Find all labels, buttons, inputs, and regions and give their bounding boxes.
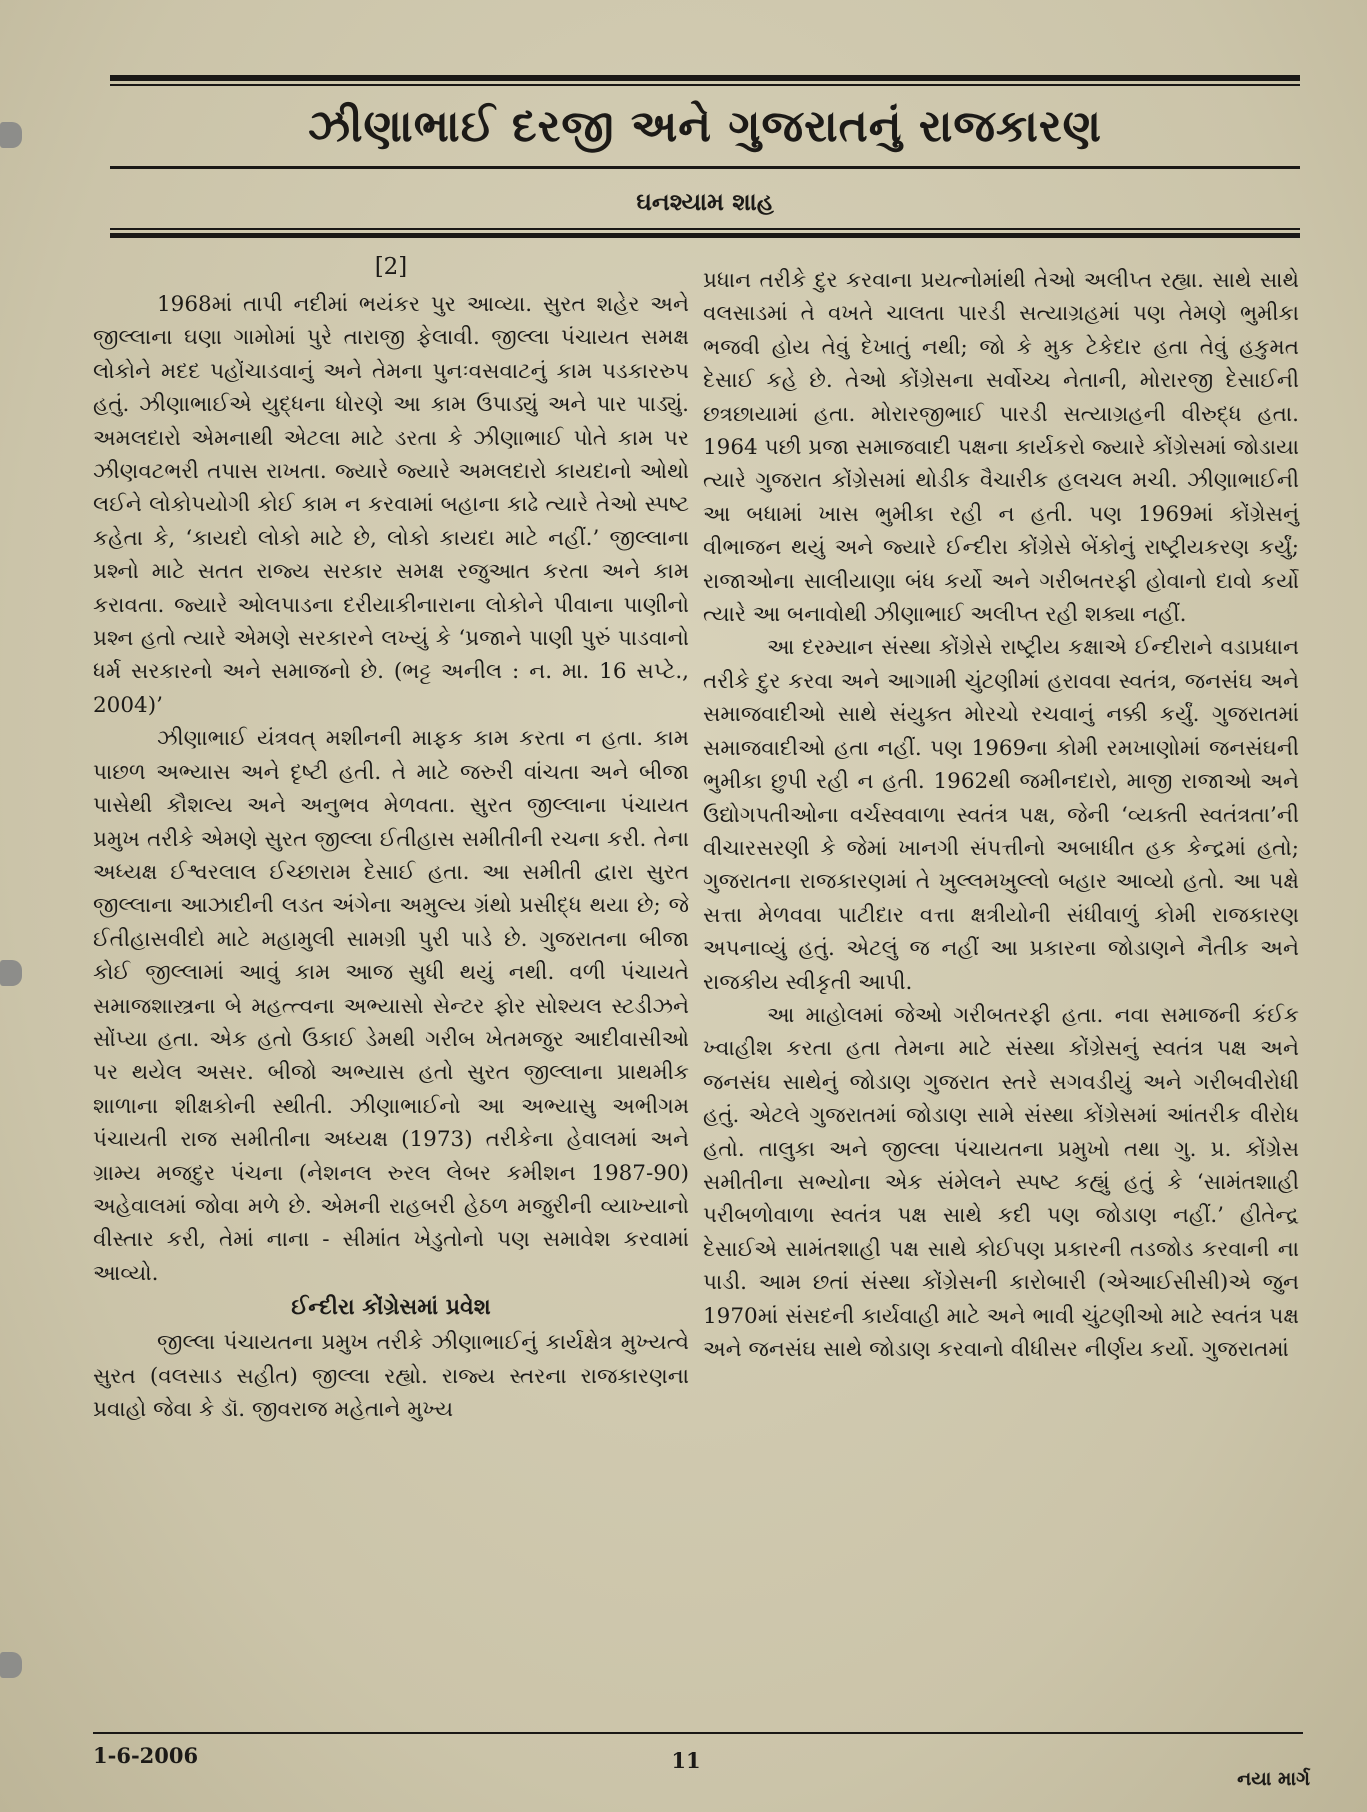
author-name: ઘનશ્યામ શાહ xyxy=(636,188,774,216)
paragraph: જીલ્લા પંચાયતના પ્રમુખ તરીકે ઝીણાભાઈનું કાર્યક્ષેત્ર મુખ્યત્વે સુરત (વલસાડ સહીત) જીલ્લા રહ્યો. રાજ્ય સ્તરના રાજકારણના પ્રવાહો જેવા કે ડૉ. જીવરાજ મહેતાને મુખ્ય xyxy=(93,1330,689,1422)
right-column xyxy=(703,264,1299,1366)
footer-rule xyxy=(93,1732,1303,1734)
binding-clip xyxy=(0,960,22,986)
top-rule-thin xyxy=(110,84,1300,86)
paragraph: આ દરમ્યાન સંસ્થા કોંગ્રેસે રાષ્ટ્રીય કક્ષાએ ઈન્દીરાને વડાપ્રધાન તરીકે દુર કરવા અને આગામી ચુંટણીમાં હરાવવા સ્વતંત્ર, જનસંઘ અને સમાજવાદીઓ સાથે સંયુક્ત મોરચો રચવાનું નક્કી કર્યું. ગુજરાતમાં સમાજવાદીઓ હતા નહીં. પણ 1969ના કોમી રમખાણોમાં જનસંઘની ભુમીકા છુપી રહી ન હતી. 1962થી જમીનદારો, માજી રાજાઓ અને ઉદ્યોગપતીઓના વર્ચસ્વવાળા સ્વતંત્ર પક્ષ, જેની ‘વ્યક્તી સ્વતંત્રતા’ની વીચારસરણી કે જેમાં ખાનગી સંપત્તીનો અબાધીત હક કેન્દ્રમાં હતો; ગુજરાતના રાજકારણમાં તે ખુલ્લમખુલ્લો બહાર આવ્યો હતો. આ પક્ષે સત્તા મેળવવા પાટીદાર વત્તા ક્ષત્રીયોની સંધીવાળું કોમી રાજકારણ અપનાવ્યું હતું. એટલું જ નહીં આ પ્રકારના જોડાણને નૈતીક અને રાજકીય સ્વીકૃતી આપી. xyxy=(703,635,1299,995)
magazine-name: નયા માર્ગ xyxy=(1237,1768,1310,1790)
article-title: ઝીણાભાઈ દરજી અને ગુજરાતનું રાજકારણ xyxy=(308,101,1102,152)
paragraph: 1968માં તાપી નદીમાં ભયંકર પુર આવ્યા. સુરત શહેર અને જીલ્લાના ઘણા ગામોમાં પુરે તારાજી ફેલાવી. જીલ્લા પંચાયત સમક્ષ લોકોને મદદ પહોંચાડવાનું અને તેમના પુનઃવસવાટનું કામ પડકારરુપ હતું. ઝીણાભાઈએ યુદ્ધના ધોરણે આ કામ ઉપાડ્યું અને પાર પાડ્યું. અમલદારો એમનાથી એટલા માટે ડરતા કે ઝીણાભાઈ પોતે કામ પર ઝીણવટભરી તપાસ રાખતા. જ્યારે જ્યારે અમલદારો કાયદાનો ઓથો લઈને લોકોપયોગી કોઈ કામ ન કરવામાં બહાના કાઢે ત્યારે તેઓ સ્પષ્ટ કહેતા કે, ‘કાયદો લોકો માટે છે, લોકો કાયદા માટે નહીં.’ જીલ્લાના પ્રશ્નો માટે સતત રાજ્ય સરકાર સમક્ષ રજુઆત કરતા અને કામ કરાવતા. જ્યારે ઓલપાડના દરીયાકીનારાના લોકોને પીવાના પાણીનો પ્રશ્ન હતો ત્યારે એમણે સરકારને લખ્યું કે ‘પ્રજાને પાણી પુરું પાડવાનો ધર્મ સરકારનો અને સમાજનો છે. (ભટ્ટ અનીલ : ન. મા. 16 સપ્ટે., 2004)’ xyxy=(93,292,689,718)
paragraph: ઝીણાભાઈ યંત્રવત્ મશીનની માફક કામ કરતા ન હતા. કામ પાછળ અભ્યાસ અને દૃષ્ટી હતી. તે માટે જરુરી વાંચતા અને બીજા પાસેથી કૌશલ્ય અને અનુભવ મેળવતા. સુરત જીલ્લાના પંચાયત પ્રમુખ તરીકે એમણે સુરત જીલ્લા ઈતીહાસ સમીતીની રચના કરી. તેના અધ્યક્ષ ઈશ્વરલાલ ઈચ્છારામ દેસાઈ હતા. આ સમીતી દ્વારા સુરત જીલ્લાના આઝાદીની લડત અંગેના અમુલ્ય ગ્રંથો પ્રસીદ્ધ થયા છે; જે ઈતીહાસવીદો માટે મહામુલી સામગ્રી પુરી પાડે છે. ગુજરાતના બીજા કોઈ જીલ્લામાં આવું કામ આજ સુધી થયું નથી. વળી પંચાયતે સમાજશાસ્ત્રના બે મહત્ત્વના અભ્યાસો સેન્ટર ફોર સોશ્યલ સ્ટડીઝને સોંપ્યા હતા. એક હતો ઉકાઈ ડેમથી ગરીબ ખેતમજુર આદીવાસીઓ પર થયેલ અસર. બીજો અભ્યાસ હતો સુરત જીલ્લાના પ્રાથમીક શાળાના શીક્ષકોની સ્થીતી. ઝીણાભાઈનો આ અભ્યાસુ અભીગમ પંચાયતી રાજ સમીતીના અધ્યક્ષ (1973) તરીકેના હેવાલમાં અને ગ્રામ્ય મજદુર પંચના (નેશનલ રુરલ લેબર કમીશન 1987-90) અહેવાલમાં જોવા મળે છે. એમની રાહબરી હેઠળ મજુરીની વ્યાખ્યાનો વીસ્તાર કરી, તેમાં નાના - સીમાંત ખેડુતોનો પણ સમાવેશ કરવામાં આવ્યો. xyxy=(93,726,689,1286)
issue-date: 1-6-2006 xyxy=(93,1743,199,1768)
section-number: [2] xyxy=(374,254,408,280)
subheading: ઈન્દીરા કોંગ્રેસમાં પ્રવેશ xyxy=(291,1295,491,1321)
title-underline xyxy=(110,166,1300,169)
paragraph: પ્રધાન તરીકે દુર કરવાના પ્રયત્નોમાંથી તેઓ અલીપ્ત રહ્યા. સાથે સાથે વલસાડમાં તે વખતે ચાલતા પારડી સત્યાગ્રહમાં પણ તેમણે ભુમીકા ભજવી હોય તેવું દેખાતું નથી; જો કે મુક ટેકેદાર હતા તેવું હકુમત દેસાઈ કહે છે. તેઓ કોંગ્રેસના સર્વોચ્ચ નેતાની, મોરારજી દેસાઈની છત્રછાયામાં હતા. મોરારજીભાઈ પારડી સત્યાગ્રહની વીરુદ્ધ હતા. 1964 પછી પ્રજા સમાજવાદી પક્ષના કાર્યકરો જ્યારે કોંગ્રેસમાં જોડાયા ત્યારે ગુજરાત કોંગ્રેસમાં થોડીક વૈચારીક હલચલ મચી. ઝીણાભાઈની આ બધામાં ખાસ ભુમીકા રહી ન હતી. પણ 1969માં કોંગ્રેસનું વીભાજન થયું અને જ્યારે ઈન્દીરા કોંગ્રેસે બેંકોનું રાષ્ટ્રીયકરણ કર્યું; રાજાઓના સાલીયાણા બંધ કર્યો અને ગરીબતરફી હોવાનો દાવો કર્યો ત્યારે આ બનાવોથી ઝીણાભાઈ અલીપ્ત રહી શક્યા નહીં. xyxy=(703,268,1299,628)
paragraph: આ માહોલમાં જેઓ ગરીબતરફી હતા. નવા સમાજની કંઈક ખ્વાહીશ કરતા હતા તેમના માટે સંસ્થા કોંગ્રેસનું સ્વતંત્ર પક્ષ અને જનસંઘ સાથેનું જોડાણ ગુજરાત સ્તરે સગવડીયું અને ગરીબવીરોધી હતું. એટલે ગુજરાતમાં જોડાણ સામે સંસ્થા કોંગ્રેસમાં આંતરીક વીરોધ હતો. તાલુકા અને જીલ્લા પંચાયતના પ્રમુખો તથા ગુ. પ્ર. કોંગ્રેસ સમીતીના સભ્યોના એક સંમેલને સ્પષ્ટ કહ્યું હતું કે ‘સામંતશાહી પરીબળોવાળા સ્વતંત્ર પક્ષ સાથે કદી પણ જોડાણ નહીં.’ હીતેન્દ્ર દેસાઈએ સામંતશાહી પક્ષ સાથે કોઈપણ પ્રકારની તડજોડ કરવાની ના પાડી. આમ છતાં સંસ્થા કોંગ્રેસની કારોબારી (એઆઈસીસી)એ જુન 1970માં સંસદની કાર્યવાહી માટે અને ભાવી ચુંટણીઓ માટે સ્વતંત્ર પક્ષ અને જનસંઘ સાથે જોડાણ કરવાનો વીધીસર નીર્ણય કર્યો. ગુજરાતમાં xyxy=(703,1002,1299,1362)
top-rule-thick xyxy=(110,75,1300,81)
left-column xyxy=(93,250,689,1426)
binding-clip xyxy=(0,1652,22,1678)
author-rule-thick xyxy=(110,233,1300,238)
binding-clip xyxy=(0,122,22,148)
page-number: 11 xyxy=(671,1748,701,1773)
author-rule-thin xyxy=(110,228,1300,230)
